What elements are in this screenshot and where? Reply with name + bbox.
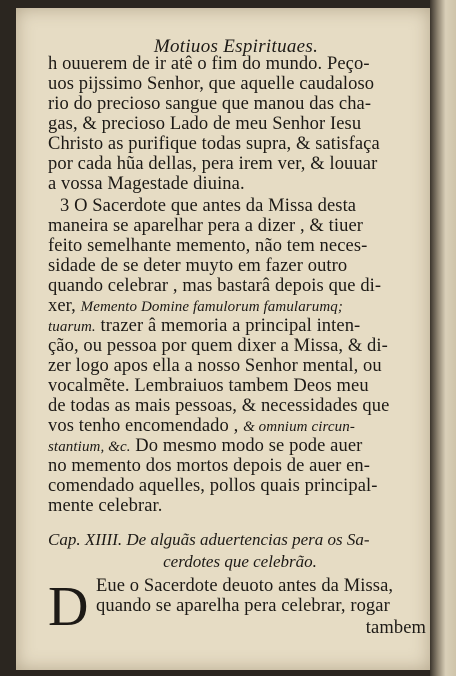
text-line: zer logo apos ella a nosso Senhor mental, ou bbox=[48, 356, 382, 376]
text-line bbox=[48, 416, 432, 437]
text-line: quando se aparelha pera celebrar, rogar bbox=[96, 596, 390, 616]
text-line: vocalmẽte. Lembraiuos tambem Deos meu bbox=[48, 376, 369, 396]
text-line: a vossa Magestade diuina. bbox=[48, 174, 245, 194]
running-head: Motiuos Espirituaes. bbox=[153, 36, 319, 57]
text-line: mente celebrar. bbox=[48, 496, 163, 516]
text-run: vos tenho encomendado , bbox=[48, 416, 244, 436]
text-run: xer, bbox=[48, 296, 81, 316]
chapter-heading: Cap. XIIII. De alguãs aduertencias pera os Sa- bbox=[48, 530, 370, 549]
text-line: rio do precioso sangue que manou das cha- bbox=[48, 94, 372, 114]
text-line: gas, & precioso Lado de meu Senhor Iesu bbox=[48, 114, 362, 134]
text-line: Eue o Sacerdote deuoto antes da Missa, bbox=[96, 576, 394, 596]
text-line: sidade de se deter muyto em fazer outro bbox=[48, 256, 348, 276]
latin-text: & omnium circun- bbox=[243, 419, 355, 435]
drop-cap: D bbox=[48, 576, 89, 638]
text-run: trazer â memoria a principal inten- bbox=[95, 316, 361, 336]
latin-text: stantium, &c. bbox=[48, 439, 131, 455]
book-page bbox=[16, 8, 430, 670]
latin-text: tuarum. bbox=[48, 319, 96, 335]
latin-text: Memento Domine famulorum famularumq; bbox=[80, 299, 343, 315]
chapter-heading: cerdotes que celebrão. bbox=[163, 552, 317, 571]
text-line: Christo as purifique todas supra, & satisfaça bbox=[48, 134, 380, 154]
text-line: quando celebrar , mas bastarâ depois que di- bbox=[48, 276, 382, 296]
text-line: h ouuerem de ir atê o fim do mundo. Peço- bbox=[48, 54, 370, 74]
text-line: por cada hũa dellas, pera irem ver, & louuar bbox=[48, 154, 378, 174]
text-line: maneira se aparelhar pera a dizer , & tiuer bbox=[48, 216, 364, 236]
text-line: no memento dos mortos depois de auer en- bbox=[48, 456, 371, 476]
text-line: ção, ou pessoa por quem dixer a Missa, & di- bbox=[48, 336, 388, 356]
catchword: tambem bbox=[365, 618, 426, 638]
text-line: uos pijssimo Senhor, que aquelle caudaloso bbox=[48, 74, 375, 94]
text-run: Do mesmo modo se pode auer bbox=[130, 436, 363, 456]
text-line bbox=[48, 436, 432, 457]
text-line: de todas as mais pessoas, & necessidades que bbox=[48, 396, 390, 416]
text-line: feito semelhante memento, não tem neces- bbox=[48, 236, 368, 256]
text-line bbox=[48, 296, 432, 317]
text-line bbox=[48, 316, 432, 337]
adjacent-page-edge bbox=[430, 0, 456, 676]
text-line: 3 O Sacerdote que antes da Missa desta bbox=[60, 196, 357, 216]
text-line: comendado aquelles, pollos quais principal- bbox=[48, 476, 378, 496]
